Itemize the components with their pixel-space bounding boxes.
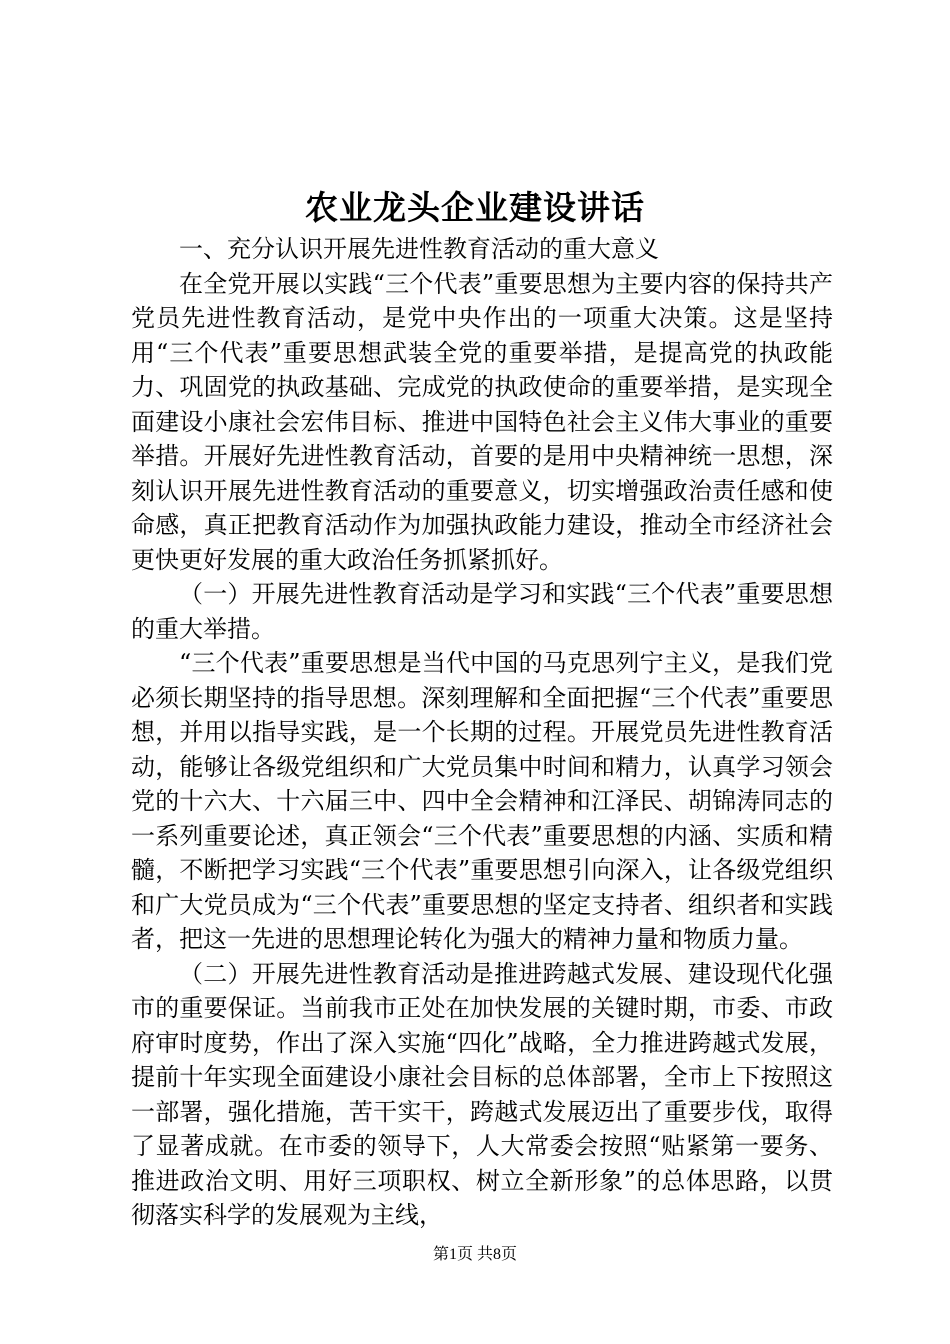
section-heading: 一、充分认识开展先进性教育活动的重大意义 — [179, 235, 659, 263]
subsection-paragraph: （一）开展先进性教育活动是学习和实践“三个代表”重要思想的重大举措。 — [131, 580, 833, 643]
body-paragraph: “三个代表”重要思想是当代中国的马克思列宁主义，是我们党必须长期坚持的指导思想。深刻理解和全面把握“三个代表”重要思想，并用以指导实践，是一个长期的过程。开展党员先进性教育活动，能够让各级党组织和广大党员集中时间和精力，认真学习领会党的十六大、十六届三中、四中全会精神和江泽民、胡锦涛同志的一系列重要论述，真正领会“三个代表”重要思想的内涵、实质和精髓，不断把学习实践“三个代表”重要思想引向深入，让各级党组织和广大党员成为“三个代表”重要思想的坚定支持者、组织者和实践者，把这一先进的思想理论转化为强大的精神力量和物质力量。 — [131, 649, 833, 953]
document-title: 农业龙头企业建设讲话 — [305, 188, 645, 227]
body-paragraph: 在全党开展以实践“三个代表”重要思想为主要内容的保持共产党员先进性教育活动，是党中央作出的一项重大决策。这是坚持用“三个代表”重要思想武装全党的重要举措，是提高党的执政能力、巩固党的执政基础、完成党的执政使命的重要举措，是实现全面建设小康社会宏伟目标、推进中国特色社会主义伟大事业的重要举措。开展好先进性教育活动，首要的是用中央精神统一思想，深刻认识开展先进性教育活动的重要意义，切实增强政治责任感和使命感，真正把教育活动作为加强执政能力建设，推动全市经济社会更快更好发展的重大政治任务抓紧抓好。 — [131, 269, 833, 574]
page-number: 第1页 共8页 — [432, 1246, 517, 1263]
document-body — [131, 232, 833, 1233]
subsection-paragraph: （二）开展先进性教育活动是推进跨越式发展、建设现代化强市的重要保证。当前我市正处在加快发展的关键时期，市委、市政府审时度势，作出了深入实施“四化”战略，全力推进跨越式发展，提前十年实现全面建设小康社会目标的总体部署，全市上下按照这一部署，强化措施，苦干实干，跨越式发展迈出了重要步伐，取得了显著成就。在市委的领导下，人大常委会按照“贴紧第一要务、推进政治文明、用好三项职权、树立全新形象”的总体思路，以贯彻落实科学的发展观为主线， — [131, 959, 833, 1229]
